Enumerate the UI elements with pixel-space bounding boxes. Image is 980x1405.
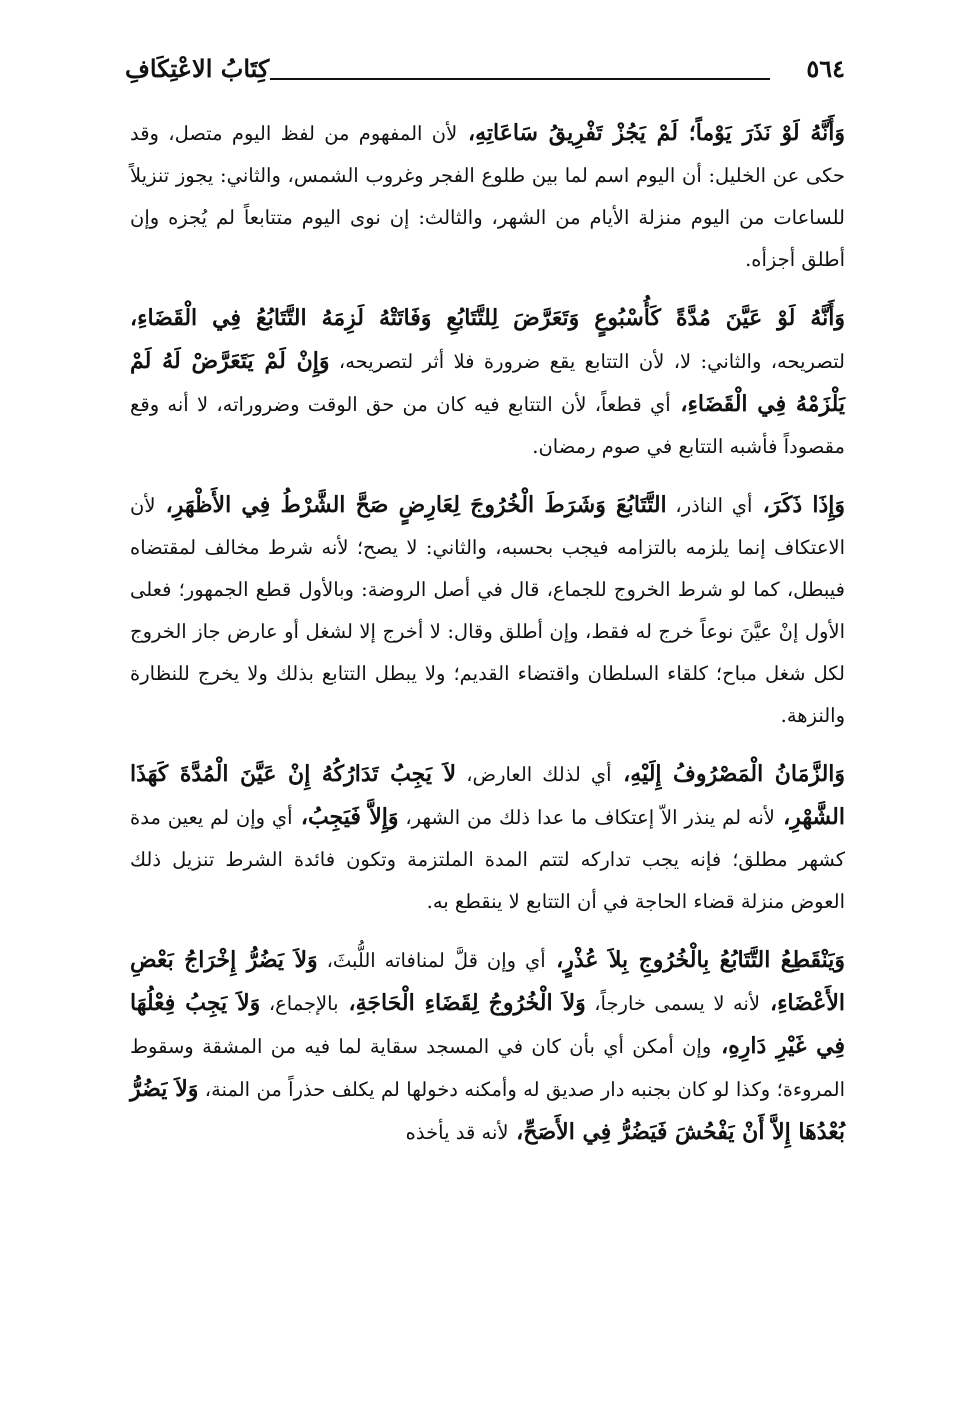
- commentary-text: لأنه قد يأخذه: [405, 1121, 509, 1144]
- commentary-text: وإن أمكن أي بأن كان في المسجد سقاية لما فيه من المشقة وسقوط المروءة؛ وكذا لو كان بجنبه دار صديق له وأمكنه دخولها لم يكلف حذراً من المنة،: [130, 1035, 845, 1101]
- commentary-text: لأن المفهوم من لفظ اليوم متصل، وقد حكى عن الخليل: أن اليوم اسم لما بين طلوع الفجر وغروب الشمس، والثاني: يجوز تنزيلاً للساعات من اليوم منزلة الأيام من الشهر، والثالث: إن نوى اليوم متتابعاً لم يُجزه وإن أطلق أجزأه.: [130, 122, 845, 271]
- page-number: ٥٦٤: [806, 54, 845, 83]
- commentary-text: أي وإن قلَّ لمنافاته اللُّبثَ،: [317, 949, 546, 972]
- matn-text: وَأَنَّهُ لَوْ نَذَرَ يَوْماً؛ لَمْ يَجُزْ تَفْرِيقُ سَاعَاتِهِ،: [457, 120, 845, 146]
- paragraph: [130, 939, 845, 1154]
- matn-text: وَلاَ يَضُرُّ بُعْدُهَا إِلاَّ أَنْ يَفْحُشَ فَيَضُرُّ فِي الأَصَحِّ،: [130, 1076, 845, 1145]
- matn-text: وَيَنْقَطِعُ التَّتَابُعُ بِالْخُرُوجِ بِلاَ عُذْرٍ،: [545, 947, 846, 973]
- commentary-text: أي قطعاً، لأن التتابع فيه كان من حق الوقت وضروراته، لا أنه وقع مقصوداً فأشبه التتابع في صوم رمضان.: [130, 393, 845, 458]
- body-text: [130, 112, 845, 1154]
- commentary-text: أي الناذر،: [666, 494, 753, 517]
- page-header: [125, 52, 845, 94]
- matn-text: وَإِلاَّ فَيَجِبُ،: [292, 804, 399, 830]
- matn-text: وَلاَ يَضُرُّ إِخْرَاجُ بَعْضِ الأَعْضَاءِ،: [130, 947, 845, 1016]
- commentary-text: لأن الاعتكاف إنما يلزمه بالتزامه فيجب بحسبه، والثاني: لا يصح؛ لأنه شرط مخالف لمقتضاه فيبطل، كما لو شرط الخروج للجماع، قال في أصل الروضة: وبالأول قطع الجمهور؛ فعلى الأول إنْ عيَّنَ نوعاً خرج له فقط، وإن أطلق وقال: لا أخرج إلا لشغل أو عارض جاز الخروج لكل شغل مباح؛ كلقاء السلطان واقتضاء القديم؛ ولا يبطل التتابع بذلك ولا يخرج للنظارة والنزهة.: [130, 494, 845, 727]
- paragraph: [130, 753, 845, 923]
- commentary-text: لأنه لا يسمى خارجاً،: [585, 992, 760, 1015]
- commentary-text: بالإجماع،: [260, 992, 339, 1015]
- matn-text: وَالزَّمَانُ الْمَصْرُوفُ إِلَيْهِ،: [611, 761, 846, 787]
- commentary-text: أي وإن لم يعين مدة كشهر مطلق؛ فإنه يجب تداركه لتتم المدة الملتزمة وتكون فائدة الشرط تنزيل ذلك العوض منزلة قضاء الحاجة في أن التتابع لا ينقطع به.: [130, 806, 845, 913]
- header-rule: [270, 78, 770, 80]
- paragraph: [130, 297, 845, 468]
- commentary-text: أي لذلك العارض،: [456, 763, 612, 786]
- running-title: كِتَابُ الاعْتِكَافِ: [125, 54, 270, 83]
- commentary-text: لأنه لم ينذر الاّ إعتكاف ما عدا ذلك من الشهر،: [398, 806, 775, 829]
- commentary-text: لتصريحه، والثاني: لا، لأن التتابع يقع ضرورة فلا أثر لتصريحه،: [329, 350, 846, 373]
- matn-text: وَأَنَّهُ لَوْ عَيَّنَ مُدَّةً كَأُسْبُوعٍ وَتَعَرَّضَ لِلتَّتَابُعِ وَفَاتَتْهُ لَزِمَهُ التَّتَابُعُ فِي الْقَضَاءِ،: [130, 305, 845, 331]
- paragraph: [130, 484, 845, 737]
- matn-text: وَلاَ يَجِبُ فِعْلُهَا فِي غَيْرِ دَارِهِ،: [130, 990, 846, 1059]
- paragraph: [130, 112, 845, 281]
- matn-text: وَإِنْ لَمْ يَتَعَرَّضْ لَهُ لَمْ يَلْزَمْهُ فِي الْقَضَاءِ،: [130, 348, 845, 417]
- matn-text: لاَ يَجِبُ تَدَارُكُهُ إِنْ عَيَّنَ الْمُدَّةَ كَهَذَا الشَّهْرِ،: [130, 761, 846, 830]
- matn-text: التَّتَابُعَ وَشَرَطَ الْخُرُوجَ لِعَارِضٍ صَحَّ الشَّرْطُ فِي الأَظْهَرِ،: [155, 492, 667, 518]
- matn-text: وَإِذَا ذَكَرَ،: [752, 492, 845, 518]
- matn-text: وَلاَ الْخُرُوجُ لِقَضَاءِ الْحَاجَةِ،: [338, 990, 586, 1016]
